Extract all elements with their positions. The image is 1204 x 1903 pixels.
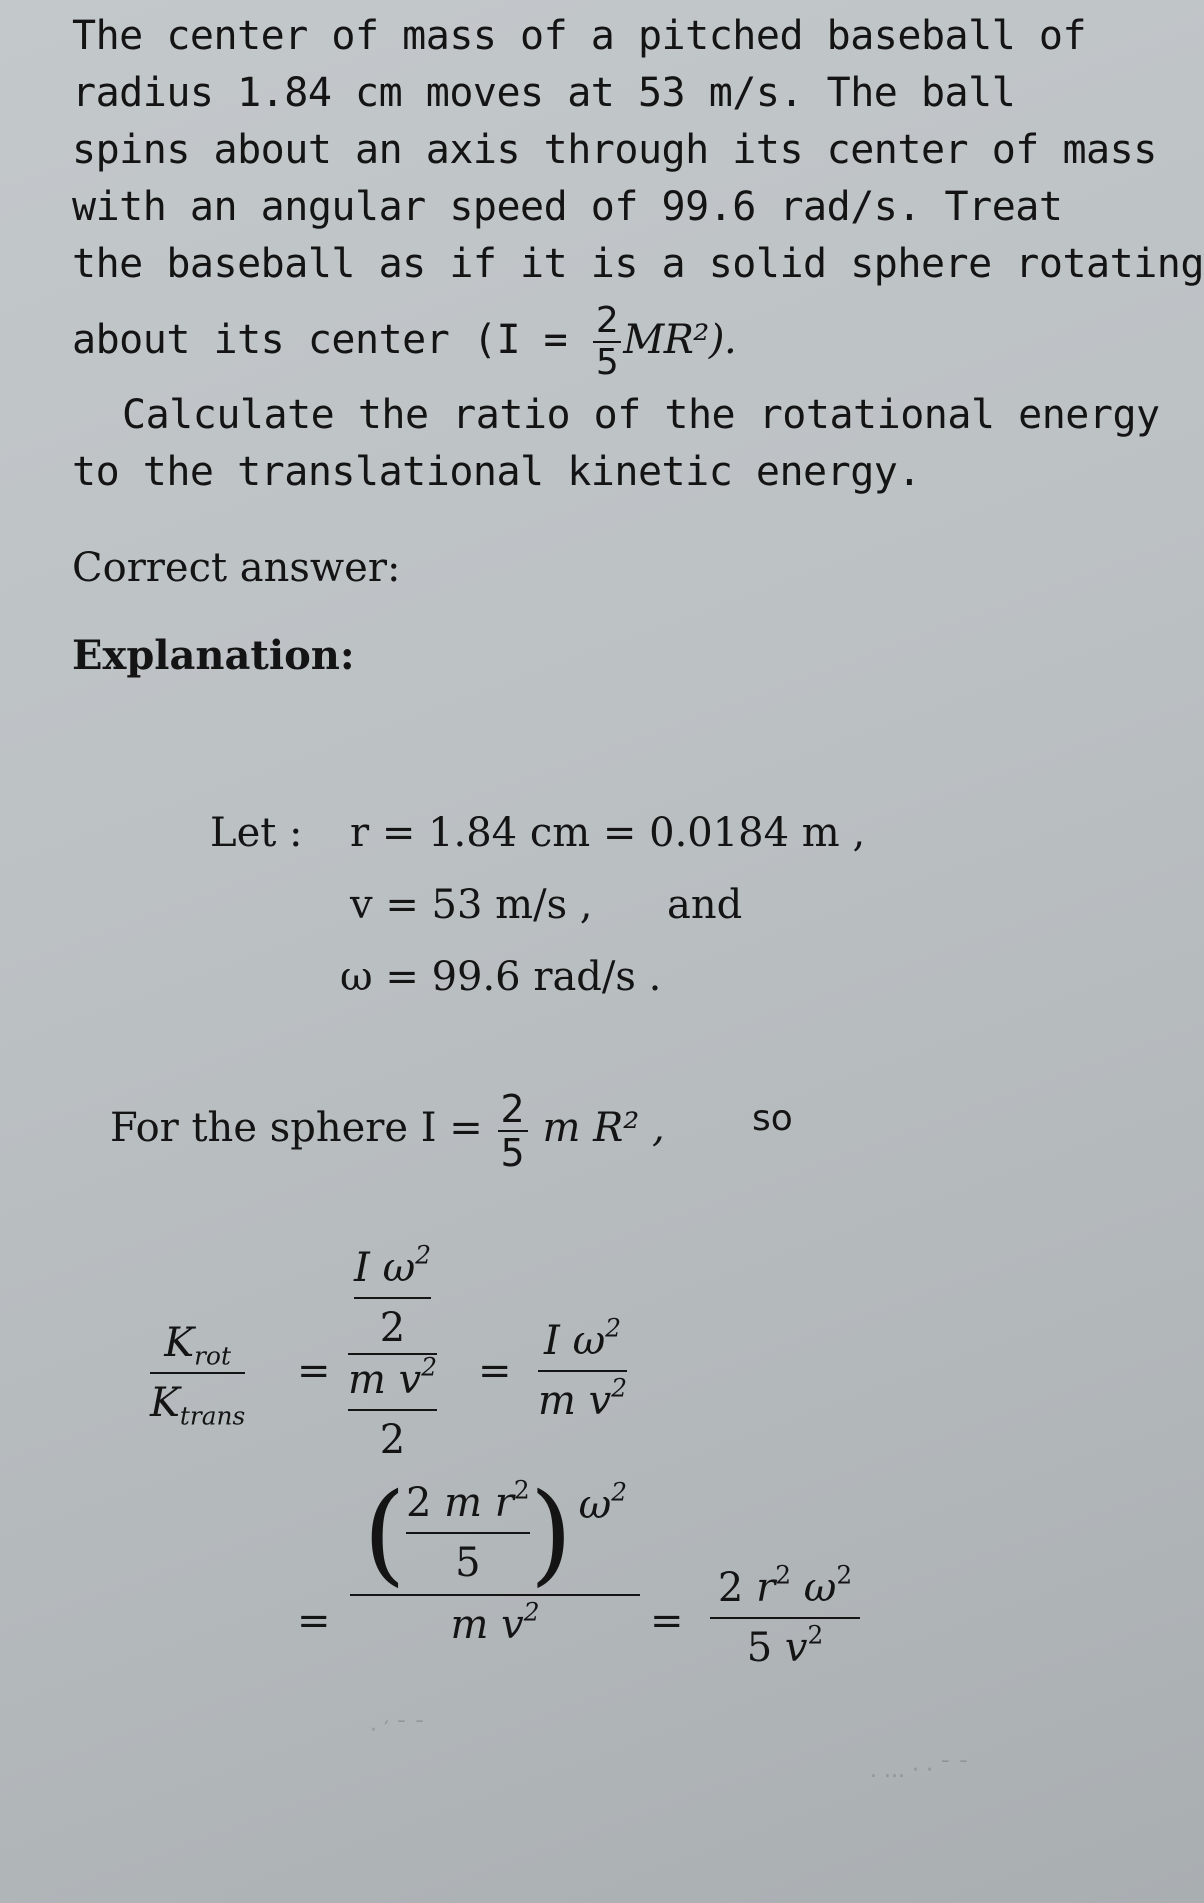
fraction-bar <box>350 1594 640 1596</box>
numerator-group: ( $\frac{2 m r^2}{5}$ ) $\omega^2$ <box>363 1469 627 1597</box>
bleed-through-mark: · ′ ˉ ˉ <box>370 1718 425 1743</box>
k-ratio <box>150 1320 246 1431</box>
fraction-bar <box>150 1372 245 1374</box>
fraction-bar <box>354 1297 431 1299</box>
so-word: so <box>752 1098 793 1139</box>
let-label: Let : <box>210 810 303 856</box>
equals-sign: = <box>650 1598 684 1644</box>
compound-fraction <box>348 1240 438 1463</box>
fraction-numerator: 2 <box>500 1087 525 1131</box>
sphere-line <box>110 1087 665 1175</box>
fraction-denominator: 5 <box>500 1131 525 1175</box>
ratio-fraction <box>150 1320 246 1431</box>
equals-sign: = <box>297 1348 331 1394</box>
fraction-denominator: 5 <box>595 342 619 383</box>
final-fraction: $\frac{2 r^2 \omega^2}{5 v^2}$ <box>710 1565 860 1671</box>
moment-suffix: MR²). <box>623 317 737 363</box>
problem-line: with an angular speed of 99.6 rad/s. Treat <box>72 184 1063 230</box>
bleed-through-mark: . ... · · ˉ ˉ <box>870 1758 969 1783</box>
equals-sign: = <box>478 1348 512 1394</box>
sphere-prefix: For the sphere I = <box>110 1105 483 1151</box>
sphere-fraction <box>498 1087 528 1175</box>
problem-line: spins about an axis through its center of mass <box>72 127 1157 173</box>
given-radius: r = 1.84 cm = 0.0184 m , <box>350 810 866 856</box>
k-rot: $K_{rot}$ <box>164 1320 231 1371</box>
given-velocity: v = 53 m/s , <box>350 882 593 928</box>
problem-line: radius 1.84 cm moves at 53 m/s. The ball <box>72 70 1016 116</box>
fraction-bar <box>538 1370 627 1372</box>
reduced-fraction: $\frac{I \omega^2}{m v^2}$ <box>538 1313 628 1424</box>
sphere-suffix: m R² , <box>542 1105 665 1151</box>
moment-fraction <box>593 300 621 383</box>
problem-statement <box>72 8 1204 501</box>
substituted-fraction: ( $\frac{2 m r^2}{5}$ ) $\omega^2$ m $v^2$ <box>350 1478 640 1648</box>
problem-line-moment <box>72 300 1032 383</box>
fraction-bar <box>348 1409 437 1411</box>
explanation-heading: Explanation: <box>72 632 355 679</box>
given-omega: ω = 99.6 rad/s . <box>340 954 662 1000</box>
k-trans: $K_{trans}$ <box>150 1380 246 1431</box>
question-line: Calculate the ratio of the rotational energy <box>122 392 1160 438</box>
upper-fraction: $\frac{I \omega^2}{2}$ <box>354 1240 431 1351</box>
lower-fraction: $\frac{m v^2}{2}$ <box>348 1352 438 1463</box>
problem-line: The center of mass of a pitched baseball of <box>72 13 1087 59</box>
moment-prefix: about its center (I = <box>72 317 568 363</box>
fraction-numerator: 2 <box>595 300 619 341</box>
problem-line: the baseball as if it is a solid sphere rotating <box>72 241 1204 287</box>
equals-sign: = <box>297 1598 331 1644</box>
and-word: and <box>667 882 743 928</box>
correct-answer-label: Correct answer: <box>72 545 401 591</box>
fraction-bar <box>710 1617 860 1619</box>
question-line: to the translational kinetic energy. <box>72 449 921 495</box>
fraction-bar <box>406 1532 530 1534</box>
